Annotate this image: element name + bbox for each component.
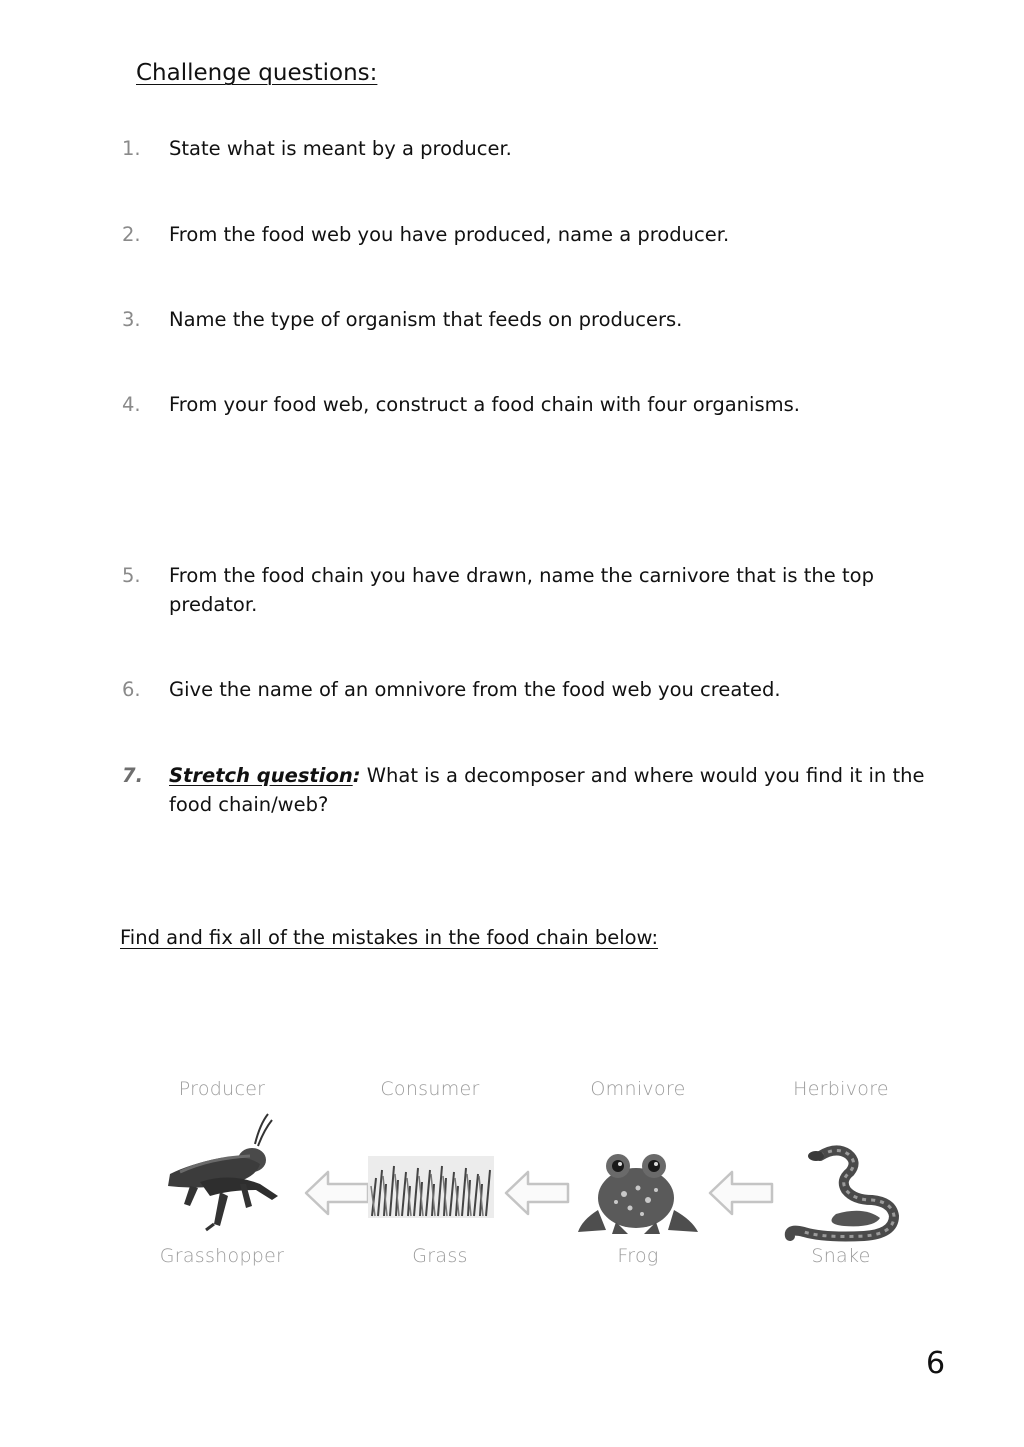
- grasshopper-icon: [160, 1112, 290, 1236]
- question-text: State what is meant by a producer.: [169, 137, 512, 160]
- question-number: 4.: [122, 393, 141, 416]
- role-label-herbivore: Herbivore: [793, 1078, 889, 1100]
- question-number: 2.: [122, 223, 141, 246]
- left-arrow-icon: [706, 1168, 776, 1218]
- role-label-omnivore: Omnivore: [590, 1078, 686, 1100]
- role-label-producer: Producer: [178, 1078, 266, 1100]
- question-text: [169, 761, 959, 819]
- role-label-consumer: Consumer: [380, 1078, 480, 1100]
- question-text: Name the type of organism that feeds on producers.: [169, 308, 683, 331]
- question-number: 5.: [122, 564, 141, 587]
- stretch-label: Stretch question: [169, 764, 353, 787]
- organism-label-snake: Snake: [811, 1245, 871, 1267]
- left-arrow-icon: [302, 1168, 372, 1218]
- grass-icon: [368, 1156, 494, 1218]
- question-text: From the food chain you have drawn, name the carnivore that is the top predator.: [169, 564, 874, 616]
- question-number: 1.: [122, 137, 141, 160]
- question-text: From the food web you have produced, name a producer.: [169, 223, 730, 246]
- stretch-colon: :: [352, 764, 361, 787]
- section-heading: Find and fix all of the mistakes in the food chain below:: [120, 926, 659, 949]
- organism-label-frog: Frog: [617, 1245, 659, 1267]
- left-arrow-icon: [502, 1168, 572, 1218]
- question-text: Give the name of an omnivore from the food web you created.: [169, 678, 781, 701]
- challenge-heading: Challenge questions:: [136, 60, 378, 86]
- frog-icon: [576, 1150, 700, 1236]
- question-number: 7.: [122, 764, 143, 787]
- organism-label-grass: Grass: [412, 1245, 468, 1267]
- organism-label-grasshopper: Grasshopper: [159, 1245, 285, 1267]
- question-number: 3.: [122, 308, 141, 331]
- snake-icon: [784, 1144, 904, 1242]
- page-number: 6: [926, 1346, 946, 1381]
- stretch-text: What is a decomposer and where would you find it in the food chain/web?: [169, 764, 925, 816]
- question-text: From your food web, construct a food chain with four organisms.: [169, 393, 800, 416]
- question-number: 6.: [122, 678, 141, 701]
